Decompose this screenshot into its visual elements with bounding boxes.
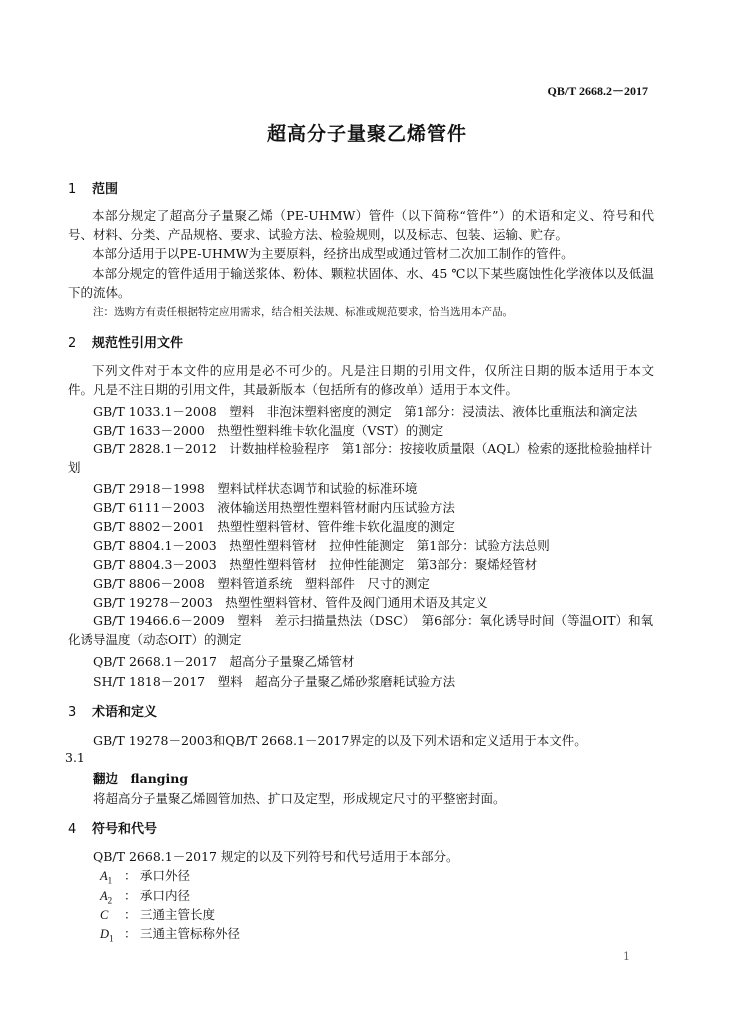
section-number: 3	[68, 705, 77, 720]
symbol: $D_1$	[100, 927, 114, 944]
symbol: $A_2$	[100, 889, 113, 906]
symbol: $A_1$	[100, 869, 113, 886]
page-number: 1	[623, 950, 630, 963]
terms-intro: GB/T 19278－2003和QB/T 2668.1－2017界定的以及下列术语和定义适用于本文件。	[93, 733, 587, 748]
symbol: C	[100, 908, 109, 922]
symbol-row: $A_1$ ： 承口外径	[100, 868, 191, 886]
section-number: 1	[68, 182, 77, 197]
page-title: 超高分子量聚乙烯管件	[266, 123, 467, 145]
reference-item: GB/T 19278－2003 热塑性塑料管材、管件及阀门通用术语及其定义	[93, 595, 488, 610]
section-title: 规范性引用文件	[92, 336, 184, 351]
section-title: 术语和定义	[92, 705, 158, 720]
section-title: 范围	[92, 182, 119, 197]
symbol-description: 承口外径	[140, 868, 191, 883]
scope-note: 注：选购方有责任根据特定应用需求，结合相关法规、标准或规范要求，恰当选用本产品。	[93, 306, 513, 318]
section-number: 2	[68, 336, 77, 351]
references-intro: 下列文件对于本文件的应用是必不可少的。凡是注日期的引用文件，仅所注日期的版本适用于本文件。凡是不注日期的引用文件，其最新版本（包括所有的修改单）适用于本文件。	[68, 363, 654, 397]
section-3-heading	[68, 701, 157, 720]
reference-item: QB/T 2668.1－2017 超高分子量聚乙烯管材	[93, 654, 355, 669]
symbol-row: C ： 三通主管长度	[100, 905, 215, 925]
section-2-heading	[68, 332, 183, 351]
symbol-row: $A_2$ ： 承口内径	[100, 888, 191, 906]
reference-item: GB/T 19466.6－2009 塑料 差示扫描量热法（DSC） 第6部分：氧化诱导时间（等温OIT）和氧化诱导温度（动态OIT）的测定	[68, 613, 654, 647]
symbol-description: 承口内径	[140, 888, 191, 903]
section-title: 符号和代号	[92, 822, 158, 837]
term-definition: 将超高分子量聚乙烯圆管加热、扩口及定型，形成规定尺寸的平整密封面。	[93, 791, 506, 806]
reference-item: GB/T 1633－2000 热塑性塑料维卡软化温度（VST）的测定	[93, 423, 444, 438]
term-heading: 翻边 flanging	[93, 771, 189, 786]
reference-item: GB/T 8802－2001 热塑性塑料管材、管件维卡软化温度的测定	[93, 519, 455, 534]
reference-item: GB/T 2918－1998 塑料试样状态调节和试验的标准环境	[93, 481, 418, 496]
scope-paragraph-1: 本部分规定了超高分子量聚乙烯（PE-UHMW）管件（以下简称“管件”）的术语和定义、符号和代号、材料、分类、产品规格、要求、试验方法、检验规则，以及标志、包装、运输、贮存。	[68, 208, 654, 242]
reference-item: SH/T 1818－2017 塑料 超高分子量聚乙烯砂浆磨耗试验方法	[93, 674, 456, 689]
scope-paragraph-3: 本部分规定的管件适用于输送浆体、粉体、颗粒状固体、水、45 ℃以下某些腐蚀性化学液体以及低温下的流体。	[68, 266, 654, 300]
subclause-number: 3.1	[65, 750, 85, 765]
scope-paragraph-2: 本部分适用于以PE-UHMW为主要原料，经挤出成型或通过管材二次加工制作的管件。	[92, 246, 574, 261]
symbol-row: $D_1$ ： 三通主管标称外径	[100, 926, 241, 944]
reference-item: GB/T 8804.3－2003 热塑性塑料管材 拉伸性能测定 第3部分：聚烯烃管材	[93, 557, 538, 572]
symbol-description: 三通主管长度	[140, 907, 216, 922]
reference-item: GB/T 2828.1－2012 计数抽样检验程序 第1部分：按接收质量限（AQL）检索的逐批检验抽样计划	[68, 441, 653, 475]
reference-item: GB/T 1033.1－2008 塑料 非泡沫塑料密度的测定 第1部分：浸渍法、液体比重瓶法和滴定法	[93, 404, 638, 419]
section-number: 4	[68, 822, 77, 837]
reference-item: GB/T 8804.1－2003 热塑性塑料管材 拉伸性能测定 第1部分：试验方法总则	[93, 538, 550, 553]
section-1-heading	[68, 178, 118, 197]
symbols-intro: QB/T 2668.1－2017 规定的以及下列符号和代号适用于本部分。	[93, 849, 459, 864]
symbol-description: 三通主管标称外径	[140, 926, 241, 941]
reference-item: GB/T 8806－2008 塑料管道系统 塑料部件 尺寸的测定	[93, 576, 430, 591]
document-code: QB/T 2668.2－2017	[547, 84, 648, 98]
section-4-heading	[68, 818, 157, 837]
reference-item: GB/T 6111－2003 液体输送用热塑性塑料管材耐内压试验方法	[93, 500, 455, 515]
